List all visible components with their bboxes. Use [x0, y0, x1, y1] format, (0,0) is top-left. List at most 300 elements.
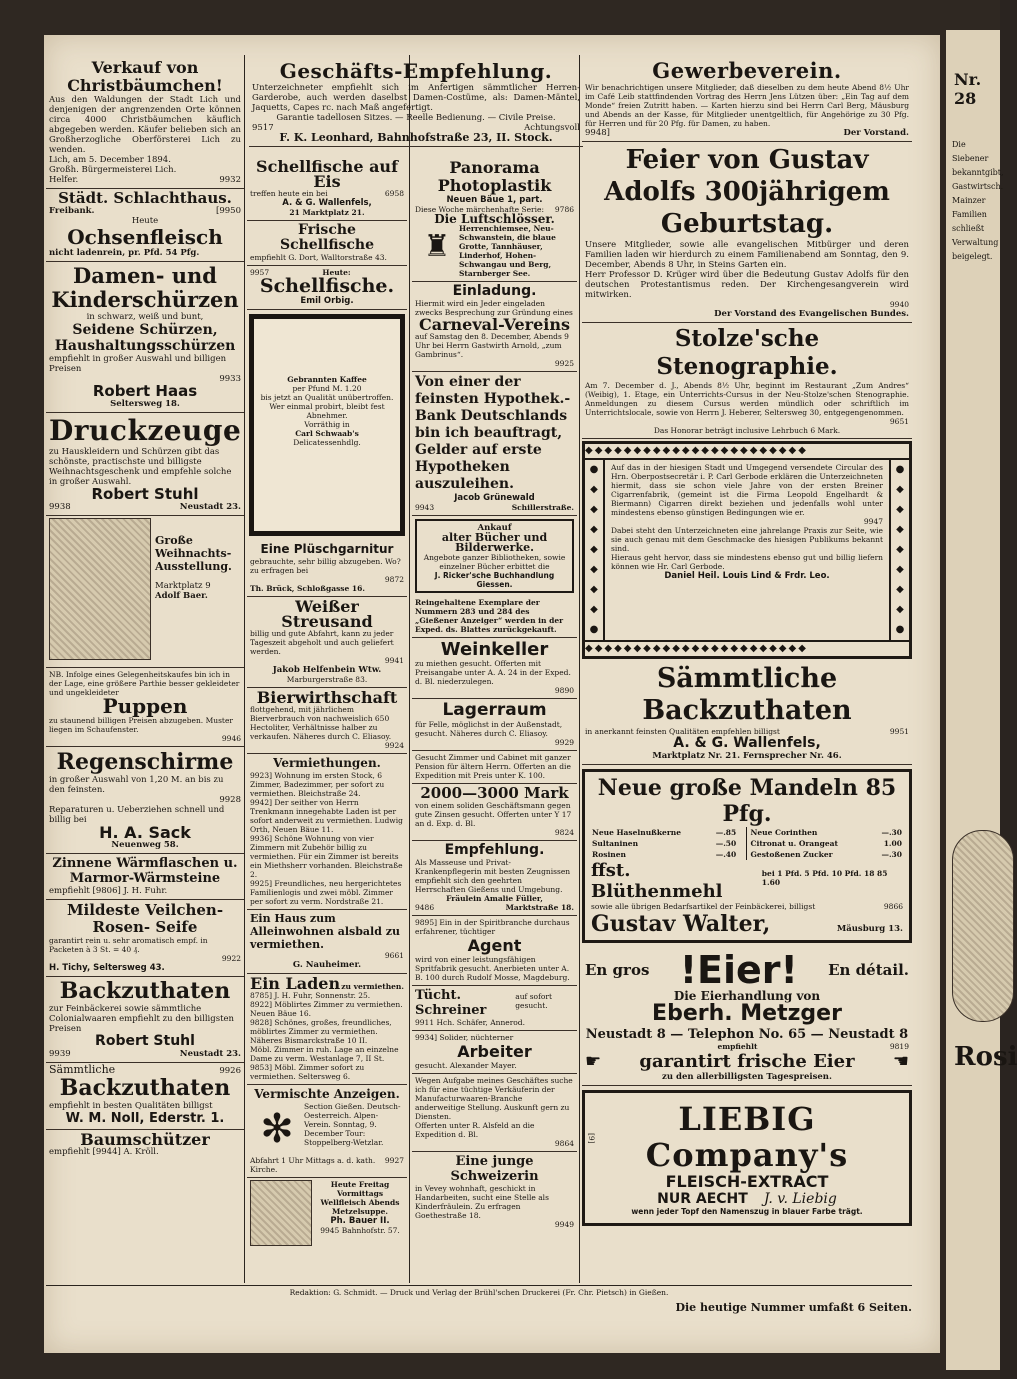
table-row	[591, 849, 903, 860]
ad-verkaeuferin	[412, 1074, 577, 1152]
ad-arbeiter	[412, 1031, 577, 1074]
table-cell: —.50	[715, 839, 737, 848]
ad-title: Neue große Mandeln 85 Pfg.	[597, 775, 897, 827]
footer	[46, 1285, 912, 1313]
ad-text: empfiehlt in besten Qualitäten billigst	[49, 1101, 213, 1111]
liebig-row	[587, 1191, 907, 1207]
ad-druckzeuge	[46, 413, 244, 516]
column-3	[412, 157, 577, 1232]
ad-number: 9939	[49, 1049, 71, 1059]
adjacent-line: Familien	[952, 210, 987, 219]
ad-title: Einladung.	[452, 283, 537, 299]
ad-geschaeftsempfehlung	[249, 57, 583, 147]
table-cell: 1.00	[883, 839, 902, 848]
ad-firm: Robert Stuhl	[95, 1033, 195, 1049]
ad-pre: 9895] Ein in der Spiritbranche durchaus erfahrener, tüchtiger	[415, 918, 570, 936]
table-row	[591, 838, 903, 849]
ad-address: Neuenweg 58.	[111, 840, 179, 850]
ad-number: 9866	[883, 902, 903, 911]
ad-text: zu Hauskleidern und Schürzen gibt das schönste, practischste und billigste Weihnachtsgeschenk und empfehle solche in großer Auswahl.	[49, 447, 232, 487]
ad-text: in Vevey wohnhaft, geschickt in Handarbeiten, sucht eine Stelle als Kinderfräulein. Zu erfragen Goethestraße 18.	[415, 1184, 549, 1220]
ad-title: Backzuthaten	[59, 1075, 231, 1101]
ad-list: Herrenchiemsee, Neu-Schwanstein, die blaue Grotte, Tannhäuser, Linderhof, Hohen-Schwangau und Berg, Starnberger See.	[459, 224, 556, 278]
ad-footer	[49, 175, 241, 185]
ad-number: 6958	[384, 189, 404, 198]
ad-schlachthaus	[46, 189, 244, 262]
ad-number: 9786	[554, 205, 574, 214]
ad-number: 9927	[384, 1156, 404, 1165]
ad-title: Damen- und Kinderschürzen	[51, 263, 239, 312]
ad-firm: Ph. Bauer II.	[330, 1216, 390, 1226]
verm-item: 9936] Schöne Wohnung von vier Zimmern mit Zubehör billig zu vermiethen. Für ein Zimmer ist bereits ein Miethsherr vorhanden. Bleichstraße 2.	[250, 834, 403, 879]
verm-item: 9925] Freundliches, neu hergerichtetes Familienlogis und zwei möbl. Zimmer per sofort zu verm. Nordstraße 21.	[250, 879, 402, 906]
ad-haus	[247, 910, 407, 974]
ad-header	[415, 988, 574, 1018]
column-2	[247, 157, 407, 1248]
ad-sub: FLEISCH-EXTRACT	[665, 1172, 829, 1191]
section-vermischte	[247, 1085, 407, 1178]
imprint: Redaktion: G. Schmidt. — Druck und Verlag der Brühl'schen Druckerei (Fr. Chr. Pietsch) in Gießen.	[289, 1288, 669, 1297]
ad-mandeln	[582, 769, 912, 943]
ad-schweizerin	[412, 1152, 577, 1232]
ad-title: Weißer Streusand	[281, 597, 373, 631]
ad-title: !Eier!	[679, 948, 798, 992]
ad-title: Ein Laden	[250, 974, 341, 993]
ad-backzuthaten-1	[46, 977, 244, 1063]
pig-illustration	[250, 1180, 312, 1246]
ad-firm: H. A. Sack	[99, 823, 191, 842]
table-cell: —.30	[881, 828, 902, 837]
ad-number: 9824	[554, 828, 574, 837]
newspaper-page	[44, 35, 940, 1353]
section-title: Vermischte Anzeigen.	[254, 1087, 400, 1101]
weih-text-block	[151, 518, 241, 664]
border-ornament: ● ◆ ◆ ◆ ◆ ◆ ◆ ◆ ●	[585, 460, 605, 640]
ad-title: Zinnene Wärmflaschen u. Marmor-Wärmsteine	[52, 856, 238, 886]
ad-pre: 9934] Solider, nüchterner	[415, 1033, 514, 1042]
ad-title: Regenschirme	[56, 749, 234, 775]
ad-firm: F. K. Leonhard, Bahnhofstraße 23, II. Stock.	[279, 131, 553, 144]
ad-number: 9929	[554, 738, 574, 747]
table-cell: Sultaninen	[592, 839, 639, 848]
adjacent-line: Die	[952, 140, 966, 149]
adjacent-page	[946, 30, 1017, 1370]
pointing-hand-icon: ☚	[892, 1051, 909, 1072]
adjacent-line: beigelegt.	[952, 252, 993, 261]
ad-text: in großer Auswahl von 1,20 M. an bis zu den feinsten.	[49, 775, 224, 795]
ad-text: Wegen Aufgabe meines Geschäftes suche ich für eine tüchtige Verkäuferin der Manufacturwaaren-Branche anderweitige Stellung. Auskunft gern zu Diensten.	[415, 1076, 573, 1121]
ad-seife	[46, 900, 244, 977]
table-cell: Neue Corinthen	[746, 827, 872, 838]
ad-title: Stolze'sche Stenographie.	[656, 325, 838, 380]
cig-inner	[585, 460, 909, 640]
ad-lagerraum	[412, 699, 577, 751]
ad-address: Neustadt 8 — Telephon No. 65 — Neustadt 8	[585, 1027, 909, 1042]
ad-sign: Achtungsvoll	[524, 123, 580, 133]
ad-number: 9661	[384, 951, 404, 960]
ad-reingehalten	[412, 596, 577, 638]
ad-address: Marburgerstraße 83.	[286, 675, 368, 684]
ad-number: 9948]	[585, 128, 610, 138]
ad-panorama	[412, 157, 577, 282]
boy-illustration	[49, 518, 151, 660]
ad-damen	[46, 262, 244, 413]
ad-sub: auf sofort gesucht.	[515, 992, 552, 1010]
page-count: Die heutige Nummer umfaßt 6 Seiten.	[675, 1301, 912, 1314]
ad-backzuthaten-2	[46, 1063, 244, 1130]
price-table	[591, 827, 903, 860]
table-cell: Rosinen	[592, 850, 626, 859]
ad-address: Neustadt 23.	[179, 1049, 241, 1059]
ad-text-2: Dabei steht den Unterzeichneten eine jahrelange Praxis zur Seite, wie sie auch genau mit dem Geschmacke des hiesigen Publikums bekannt sind.	[611, 526, 883, 553]
column-4	[582, 57, 912, 1226]
ad-text: treffen heute ein bei	[250, 189, 328, 198]
border-ornament: ◆◆◆◆◆◆◆◆◆◆◆◆◆◆◆◆◆◆◆◆◆◆◆	[585, 444, 909, 460]
eier-header	[585, 949, 909, 991]
ad-text: Hiermit wird ein Jeder eingeladen zwecks Besprechung zur Gründung eines	[415, 299, 573, 317]
column-1	[46, 57, 244, 1160]
ad-text: wird von einer leistungsfähigen Spritfabrik gesucht. Anerbieten unter A. B. 100 durch Rudolf Mosse, Magdeburg.	[415, 955, 570, 982]
border-ornament: ◆◆◆◆◆◆◆◆◆◆◆◆◆◆◆◆◆◆◆◆◆◆◆	[585, 640, 909, 656]
ad-engros: En gros	[585, 961, 650, 979]
ad-address: Schillerstraße.	[511, 503, 574, 512]
ad-detail: En détail.	[828, 961, 909, 979]
ad-text: empfiehlt [9944] A. Kröll.	[49, 1147, 159, 1157]
adjacent-line: Mainzer	[952, 196, 986, 205]
ad-text: Die Eierhandlung von	[673, 989, 821, 1003]
ad-gustav-adolf	[582, 142, 912, 323]
adjacent-line: Gastwirtsch.	[952, 182, 1004, 191]
ad-address: Neuen Bäue 1, part.	[446, 195, 543, 205]
border-ornament: ● ◆ ◆ ◆ ◆ ◆ ◆ ◆ ●	[889, 460, 909, 640]
ad-number: 9938	[49, 502, 71, 512]
ad-title: Schellfische.	[259, 275, 395, 297]
ad-number: 9517	[252, 123, 274, 133]
ad-header	[250, 976, 404, 991]
ad-title: Weinkeller	[440, 639, 549, 660]
ad-text: Große Weihnachts-Ausstellung.	[155, 534, 232, 573]
verm-item: 9923] Wohnung im ersten Stock, 6 Zimmer, Badezimmer, per sofort zu vermiethen. Bleichstraße 24.	[250, 771, 385, 798]
ad-title: Lagerraum	[442, 700, 547, 720]
ad-text: Unterzeichneter empfiehlt sich im Anfertigen sämmtlicher Herren-Garderobe, auch werden daselbst Damen-Costüme, als: Damen-Mäntel, Jaquetts, Capes rc. nach Maß angefertigt.	[252, 83, 580, 113]
ad-title-2: Carneval-Vereins	[418, 315, 570, 334]
ad-text-2: auf Samstag den 8. December, Abends 9 Uhr bei Herrn Gastwirth Arnold, „zum Gambrinus“.	[415, 332, 569, 359]
pano-body	[415, 224, 574, 278]
ad-line	[49, 206, 241, 216]
ad-title: Backzuthaten	[59, 978, 231, 1004]
ad-text-2: Abfahrt 1 Uhr Mittags a. d. kath. Kirche.	[250, 1156, 376, 1174]
ad-mark	[412, 784, 577, 841]
ad-footer	[415, 503, 574, 512]
table-cell: —.85	[715, 828, 737, 837]
table-cell: —.30	[881, 850, 902, 859]
ad-title-2: garantirt frische Eier	[639, 1051, 855, 1072]
ad-title: Von einer der feinsten Hypothek.-Bank Deutschlands bin ich beauftragt, Gelder auf erste Hypotheken auszuleihen.	[415, 374, 571, 492]
ad-title: Puppen	[102, 694, 188, 718]
ad-text: Section Gießen. Deutsch-Oesterreich. Alpen-Verein. Sonntag, 9. December Tour: Stoppelberg-Wetzlar.	[304, 1102, 401, 1147]
ad-title: Schellfische auf Eis	[256, 157, 398, 191]
ad-firm: A. & G. Wallenfels,	[282, 198, 372, 208]
ad-text: Heute Freitag Vormittags Wellfleisch Abends Metzelsuppe.	[320, 1180, 400, 1216]
adjacent-line: Verwaltung	[952, 238, 999, 247]
ad-title: 2000—3000 Mark	[420, 784, 569, 802]
ad-date: Lich, am 5. December 1894.	[49, 155, 171, 165]
ad-empfehlung	[412, 841, 577, 916]
ad-text: in anerkannt feinsten Qualitäten empfehlen billigst	[585, 727, 780, 736]
section-vermiethungen	[247, 754, 407, 910]
ad-text: Als Masseuse und Privat-Krankenpflegerin mit besten Zeugnissen empfiehlt sich den geehrten Herrschaften Gießens und Umgebung.	[415, 858, 571, 894]
ad-text: zur Feinbäckerei sowie sämmtliche Colonialwaaren empfiehlt zu den billigsten Preisen	[49, 1004, 234, 1034]
ad-metzelsuppe	[247, 1178, 407, 1248]
ad-text: billig und gute Abfahrt, kann zu jeder Tageszeit abgeholt und auch geliefert werden.	[250, 629, 394, 656]
ad-title-2: Seidene Schürzen, Haushaltungsschürzen	[54, 322, 236, 354]
kaffee-line: per Pfund M. 1.20	[292, 384, 362, 393]
ad-title: Bierwirthschaft	[256, 688, 398, 707]
adjacent-line: schließt	[952, 224, 985, 233]
ad-number: 9872	[384, 575, 404, 584]
ad-acht: NUR AECHT	[657, 1191, 748, 1207]
ad-text: alter Bücher und Bilderwerke.	[441, 531, 548, 554]
ad-number: 9925	[554, 359, 574, 368]
liebig-signature: J. v. Liebig	[763, 1191, 837, 1207]
ad-text: wenn jeder Topf den Namenszug in blauer Farbe trägt.	[631, 1207, 863, 1216]
ad-title: Sämmtliche Backzuthaten	[642, 663, 852, 726]
ad-number: 9651	[889, 417, 909, 426]
ad-text: Unsere Mitglieder, sowie alle evangelischen Mitbürger und deren Familien laden wir hierdurch zu einem Familienabend am Sonntag, den 9. December, Abends 8 Uhr, in Steins Garten ein.	[585, 240, 909, 270]
ad-number: 9926	[219, 1066, 241, 1076]
ad-address: Mäusburg 13.	[836, 924, 903, 934]
ad-number: 9940	[889, 300, 909, 309]
ad-firm: Jacob Grünewald	[454, 493, 535, 503]
ad-number: 9932	[219, 175, 241, 185]
ad-einladung	[412, 282, 577, 372]
edelweiss-icon: ✻	[260, 1106, 294, 1152]
kaffee-line: Delicatessenhdlg.	[293, 438, 361, 447]
ad-city: Giessen.	[476, 580, 513, 589]
ad-address: Seltersweg 18.	[110, 399, 180, 409]
metzel-text-block	[312, 1180, 404, 1246]
ad-weinkeller	[412, 638, 577, 699]
ad-firm: Gustav Walter,	[591, 911, 771, 937]
ad-firm: Robert Haas	[92, 382, 198, 400]
castle-icon: ♜	[423, 229, 451, 264]
ad-title: Mildeste Veilchen- Rosen- Seife	[66, 901, 224, 936]
ad-firm: A. & G. Wallenfels,	[673, 735, 821, 751]
ad-backzuthaten-3	[582, 661, 912, 765]
kaffee-line: Gebrannten Kaffee	[287, 375, 367, 384]
ad-eier	[582, 947, 912, 1086]
zimmer-item: 9853] Möbl. Zimmer sofort zu vermiethen. Seltersweg 6.	[250, 1063, 365, 1081]
table-cell: Neue Haselnußkerne	[592, 828, 682, 837]
ad-text: empfiehlt G. Dort, Walltorstraße 43.	[250, 253, 387, 262]
ad-text: 9911 Hch. Schäfer, Annerod.	[415, 1018, 525, 1027]
adjacent-word: Rosi	[954, 1042, 1017, 1072]
ad-number: [9950	[216, 206, 241, 216]
ad-number: 9941	[384, 656, 404, 665]
ad-title: Ein Haus zum Alleinwohnen alsbald zu vermiethen.	[250, 912, 400, 951]
ad-number: 9933	[219, 374, 241, 384]
ad-address: 21 Marktplatz 21.	[289, 208, 365, 217]
ad-title: Frische Schellfische	[279, 222, 375, 253]
ad-number: 9922	[221, 954, 241, 963]
ad-price: nicht ladenrein, pr. Pfd. 54 Pfg.	[49, 248, 200, 258]
ad-puppen	[46, 668, 244, 747]
ad-text-2: zu den allerbilligsten Tagespreisen.	[662, 1072, 832, 1082]
edelweiss-ad	[250, 1102, 404, 1156]
ad-firm: Fräulein Amalie Füller,	[446, 894, 543, 903]
ad-sub: Freibank.	[49, 206, 95, 216]
ad-liebig	[582, 1090, 912, 1226]
ad-line	[591, 902, 903, 911]
ad-title: Arbeiter	[457, 1042, 532, 1061]
ad-heute: Heute:	[322, 268, 351, 277]
column-rule	[409, 55, 410, 1283]
ad-text: garantirt rein u. sehr aromatisch empf. in Packeten à 3 St. = 40 ₰.	[49, 936, 208, 954]
ad-line	[585, 1042, 909, 1051]
ad-christbaum	[46, 57, 244, 189]
ad-agent	[412, 916, 577, 986]
ad-schellfische-1	[247, 157, 407, 221]
ad-baumschuetzer	[46, 1130, 244, 1160]
ad-schellfische-2	[247, 221, 407, 266]
ad-pluesch	[247, 540, 407, 597]
ad-number: 9949	[554, 1220, 574, 1229]
ad-line	[250, 1156, 404, 1174]
ad-firm: Emil Orbig.	[300, 296, 354, 306]
ad-gesucht	[412, 751, 577, 784]
section-title: Vermiethungen.	[273, 756, 381, 770]
ad-schellfische-3	[247, 266, 407, 310]
ad-text: flottgehend, mit jährlichem Bierverbrauch von nachweislich 650 Hectoliter, Verhältnisse halber zu verkaufen. Näheres durch C. Eliasoy.	[250, 705, 392, 741]
ad-title: Eine Plüschgarnitur	[260, 542, 394, 556]
ad-title: Empfehlung.	[444, 842, 545, 858]
ad-address: Marktplatz Nr. 21. Fernsprecher Nr. 46.	[652, 751, 842, 761]
ad-zinn	[46, 854, 244, 900]
pointing-hand-icon: ☛	[585, 1051, 602, 1072]
ad-title: Geschäfts-Empfehlung.	[279, 59, 553, 83]
ad-firm: Robert Stuhl	[91, 485, 199, 503]
ad-ankauf	[415, 519, 574, 593]
ad-text: Gesucht Zimmer und Cabinet mit ganzer Pension für ältern Herrn. Offerten an die Expedition mit Preis unter K. 100.	[415, 753, 571, 780]
ad-laden	[247, 974, 407, 1085]
ad-number: 9947	[863, 517, 883, 526]
ad-text-2: Reparaturen u. Ueberziehen schnell und billig bei	[49, 805, 225, 825]
adjacent-header: Nr. 28	[954, 70, 982, 108]
table-cell: —.40	[715, 850, 737, 859]
ad-footer	[49, 502, 241, 512]
ad-firm: Adolf Baer.	[155, 591, 208, 601]
ad-title-2: Ochsenfleisch	[67, 225, 223, 249]
ad-guarantee: Garantie tadellosen Sitzes. — Reelle Bedienung. — Civile Preise.	[276, 113, 556, 123]
ad-title: Verkauf von Christbäumchen!	[67, 58, 223, 95]
column-rule	[579, 55, 580, 1283]
ad-number: 9928	[219, 795, 241, 805]
ad-text: Auf das in der hiesigen Stadt und Umgegend versendete Circular des Hrn. Oberpostsecretär i. P. Carl Gerbode erklären die Unterzeichneten hiermit, dass sie schon viele Jahre von der ersten Breiner Cigarrenfabrik, (gemeint ist die Firma Leopold Engelhardt & Biermann) Cigarren direkt beziehen und jedenfalls wohl unter mindestens ebenso günstigen Bedingungen wie er.	[611, 463, 883, 517]
ad-text: empfiehlt [9806] J. H. Fuhr.	[49, 886, 168, 896]
ad-empf: empfiehlt	[717, 1042, 758, 1051]
table-cell: Gestoßenen Zucker	[746, 849, 872, 860]
zimmer-item: 8922] Möblirtes Zimmer zu vermiethen. Neuen Bäue 16.	[250, 1000, 403, 1018]
ad-schreiner	[412, 986, 577, 1031]
ad-top: Sämmtliche	[49, 1063, 116, 1076]
ad-cigarren	[582, 441, 912, 659]
ad-text: 8785] J. H. Fuhr, Sonnenstr. 25.	[250, 991, 371, 1000]
kaffee-line: Vorräthig in	[304, 420, 350, 429]
ad-footer	[585, 128, 909, 138]
table-cell: Citronat u. Orangeat	[746, 838, 872, 849]
ad-number: 9943	[415, 503, 435, 512]
ad-number: 9957	[250, 268, 270, 277]
zimmer-item: Möbl. Zimmer in ruh. Lage an einzelne Dame zu verm. Westanlage 7, II St.	[250, 1045, 399, 1063]
ad-text: gebrauchte, sehr billig abzugeben. Wo? zu erfragen bei	[250, 557, 401, 575]
ad-text: Diese Woche märchenhafte Serie:	[415, 205, 544, 214]
zimmer-item: 9828] Schönes, großes, freundliches, möblirtes Zimmer zu vermiethen. Näheres Bismarckstraße 10 II.	[250, 1018, 392, 1045]
ad-text: Aus den Waldungen der Stadt Lich und denjenigen der angrenzenden Orte können circa 4000 Christbäumchen käuflich abgegeben werden. Käufer belieben sich an Großherzogliche Oberförsterei Lich zu wenden.	[49, 95, 241, 155]
ad-title: LIEBIG Company's	[645, 1100, 849, 1174]
ad-title: Tücht. Schreiner	[415, 988, 487, 1018]
ad-text: Wir benachrichtigen unsere Mitglieder, daß dieselben zu dem heute Abend 8½ Uhr im Café Leib stattfindenden Vortrag des Herrn Jens Lützen über: „Ein Tag auf dem Monde“ freien Zutritt haben. — Karten hierzu sind bei Herrn Carl Berg, Mäusburg und Abends an der Kasse, für Mitglieder unentgeltlich, für Angehörige zu 30 Pfg. für Herren und für 20 Pfg. für Damen, zu haben.	[585, 83, 909, 128]
ad-fee: Das Honorar beträgt inclusive Lehrbuch 6 Mark.	[653, 426, 841, 435]
ad-text-2: zu staunend billigen Preisen abzugeben. Muster liegen im Schaufenster.	[49, 716, 233, 734]
ad-text: gesucht. Alexander Mayer.	[415, 1061, 517, 1070]
ad-title: Ankauf	[477, 523, 512, 533]
ad-sub: zu vermiethen.	[341, 982, 404, 991]
ad-number: 9890	[554, 686, 574, 695]
ad-address: 9945 Bahnhofstr. 57.	[320, 1226, 400, 1235]
ad-title: Gewerbeverein.	[652, 58, 842, 83]
ad-stenographie	[582, 323, 912, 439]
ad-text: NB. Infolge eines Gelegenheitskaufes bin ich in der Lage, eine größere Parthie besser gekleideter und ungekleideter	[49, 670, 240, 697]
ad-number: [9​]	[587, 1133, 596, 1144]
ad-heute: Heute	[131, 216, 159, 226]
ad-title: Eine junge Schweizerin	[450, 1154, 539, 1184]
ad-regenschirme	[46, 747, 244, 854]
ad-text-2: Angebote ganzer Bibliotheken, sowie einzelner Bücher erbittet die	[423, 553, 566, 571]
mehl-row	[591, 860, 903, 902]
ad-sign: Der Vorstand des Evangelischen Bundes.	[714, 309, 909, 319]
ad-title: Feier von Gustav Adolfs 300jährigem Geburtstag.	[604, 145, 890, 239]
kaffee-line: bis jetzt an Qualität unübertroffen. Wer einmal probirt, bleibt fest Abnehmer.	[260, 393, 394, 420]
coin-illustration	[952, 830, 1014, 1022]
ad-sign: Der Vorstand.	[843, 128, 909, 138]
ad-text-2: empfiehlt in großer Auswahl und billigen Preisen	[49, 354, 227, 374]
eier-row	[585, 1051, 909, 1072]
adjacent-line: bekanntgibt,	[952, 168, 1004, 177]
ad-text: für Felle, möglichst in der Außenstadt, gesucht. Näheres durch C. Eliasoy.	[415, 720, 563, 738]
ad-title-2: Die Luftschlösser.	[434, 212, 555, 226]
adjacent-line: Siebener	[952, 154, 989, 163]
table-row	[591, 827, 903, 838]
ad-text: Am 7. December d. J., Abends 8½ Uhr, beginnt im Restaurant „Zum Andres“ (Weibig), 1. Etage, ein Unterrichts-Cursus in der Neu-Stolze'schen Stenographie. Anmeldungen zu diesem Cursus werden mündlich oder schriftlich im Unterrichtslocale, sowie von Herrn J. Heberer, Seltersweg 30, entgegengenommen.	[585, 381, 909, 417]
ad-sign: Daniel Heil. Louis Lind & Frdr. Leo.	[664, 571, 830, 581]
ad-firm: Jakob Helfenbein Wtw.	[272, 665, 382, 675]
ad-bierwirthschaft	[247, 688, 407, 754]
ad-weihnacht	[46, 516, 244, 668]
ad-title-2: ffst. Blüthenmehl	[591, 860, 723, 902]
ad-number: 9951	[889, 727, 909, 736]
ad-firm: Eberh. Metzger	[652, 1001, 842, 1026]
ad-text: zu miethen gesucht. Offerten mit Preisangabe unter A. A. 24 in der Exped. d. Bl. niederzulegen.	[415, 659, 571, 686]
ad-number: 9924	[384, 741, 404, 750]
verm-item: 9942] Der seither von Herrn Trenkmann innegehabte Laden ist per sofort anderweit zu vermiethen. Ludwig Orth, Neuen Bäue 11.	[250, 798, 403, 834]
ad-title: Agent	[467, 936, 522, 955]
ad-firm: J. Ricker'sche Buchhandlung	[434, 571, 555, 580]
ad-footer	[415, 903, 574, 912]
ad-sign: Großh. Bürgermeisterei Lich.	[49, 165, 177, 175]
ad-text-3: Hieraus geht hervor, dass sie mindestens ebenso gut und billig liefern können wie Hr. Carl Gerbode.	[611, 553, 883, 571]
ad-hypothek	[412, 372, 577, 516]
ad-firm: G. Nauheimer.	[292, 960, 362, 970]
